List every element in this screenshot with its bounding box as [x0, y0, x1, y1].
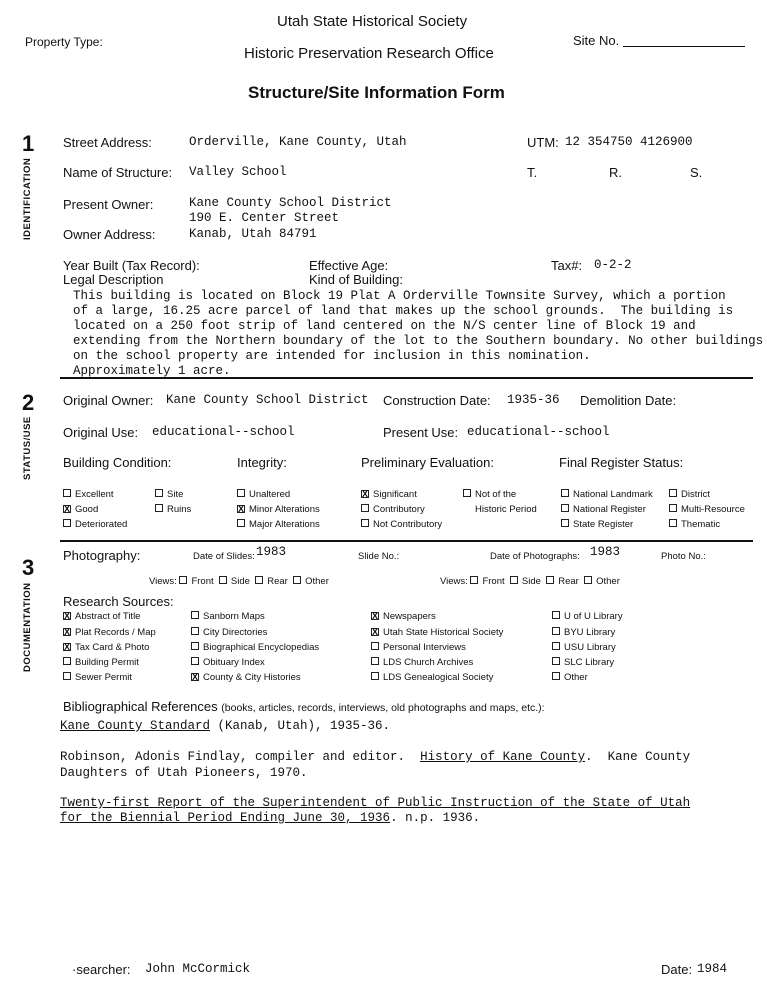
checkbox-box	[155, 489, 163, 497]
checkbox-label: Major Alterations	[249, 519, 320, 530]
checkbox-excellent[interactable]	[63, 489, 114, 500]
view-rear: Rear	[558, 576, 579, 587]
checkbox-not-contributory[interactable]	[361, 519, 442, 530]
checkbox-box	[371, 672, 379, 680]
legal-line-4: extending from the Northern boundary of the lot to the Southern boundary. No other buildings	[73, 334, 764, 348]
checkbox-label: Abstract of Title	[75, 611, 141, 622]
checkbox-box-checked: X	[64, 642, 71, 652]
present-use-label: Present Use:	[383, 425, 459, 440]
checkbox-label: Contributory	[373, 504, 425, 515]
checkbox-label: City Directories	[203, 627, 268, 638]
section-2-number: 2	[22, 390, 35, 415]
checkbox-box[interactable]	[179, 576, 187, 584]
reference-2-line-2: Daughters of Utah Pioneers, 1970.	[60, 766, 308, 780]
researcher-label: ·searcher:	[72, 962, 131, 977]
section-divider-2	[60, 540, 753, 542]
checkbox-label: National Register	[573, 504, 646, 515]
building-condition-label: Building Condition:	[63, 455, 172, 470]
preliminary-evaluation-label: Preliminary Evaluation:	[361, 455, 494, 470]
checkbox-box	[463, 489, 471, 497]
tax-label: Tax#:	[551, 258, 583, 273]
checkbox-label: Multi-Resource	[681, 504, 745, 515]
checkbox-box	[361, 504, 369, 512]
demolition-date-label: Demolition Date:	[580, 393, 677, 408]
checkbox-national-register[interactable]	[561, 504, 646, 515]
checkbox-label: Site	[167, 489, 184, 500]
owner-line-1: Kane County School District	[189, 196, 392, 210]
site-no-blank	[623, 34, 745, 47]
checkbox-box	[669, 504, 677, 512]
reference-3-title-end: for the Biennial Period Ending June 30, 1936	[60, 811, 391, 825]
photography-label: Photography:	[63, 548, 141, 563]
township-label: T.	[527, 165, 538, 180]
checkbox-label: Personal Interviews	[383, 642, 466, 653]
checkbox-box-checked: X	[372, 611, 379, 621]
checkbox-label: State Register	[573, 519, 634, 530]
checkbox-lds-genealogical[interactable]	[371, 672, 493, 683]
present-use-value: educational--school	[467, 425, 610, 439]
reference-2-author: Robinson, Adonis Findlay, compiler and editor.	[60, 750, 421, 764]
form-title: Structure/Site Information Form	[248, 83, 505, 102]
checkbox-state-register[interactable]	[561, 519, 633, 530]
checkbox-box[interactable]	[584, 576, 592, 584]
section-label: S.	[690, 165, 703, 180]
checkbox-box	[552, 627, 560, 635]
checkbox-box	[191, 642, 199, 650]
checkbox-label: Tax Card & Photo	[75, 642, 150, 653]
checkbox-uofu-library[interactable]	[552, 611, 623, 622]
final-register-status-label: Final Register Status:	[559, 455, 684, 470]
checkbox-box[interactable]	[470, 576, 478, 584]
reference-3-line-1: Twenty-first Report of the Superintendent of Public Instruction of the State of Utah	[60, 796, 691, 810]
checkbox-label: Sewer Permit	[75, 672, 133, 683]
slide-no-label: Slide No.:	[358, 551, 400, 562]
section-1-number: 1	[22, 131, 35, 156]
research-sources-label: Research Sources:	[63, 594, 174, 609]
checkbox-sewer-permit[interactable]	[63, 672, 132, 683]
checkbox-other-source[interactable]	[552, 672, 588, 683]
reference-2-publisher: . Kane County	[585, 750, 691, 764]
checkbox-box	[63, 519, 71, 527]
structure-name-label: Name of Structure:	[63, 165, 173, 180]
construction-date-value: 1935-36	[507, 393, 560, 407]
checkbox-site[interactable]	[155, 489, 183, 500]
checkbox-box	[561, 489, 569, 497]
view-front: Front	[482, 576, 505, 587]
date-of-photographs-value: 1983	[590, 545, 621, 559]
checkbox-minor-alterations[interactable]	[237, 504, 320, 515]
utm-value: 12 354750 4126900	[565, 135, 693, 149]
checkbox-ushs[interactable]	[371, 627, 503, 638]
checkbox-label: Unaltered	[249, 489, 291, 500]
checkbox-county-city-histories[interactable]	[191, 672, 301, 683]
property-type-label: Property Type:	[25, 35, 103, 49]
checkbox-box	[237, 519, 245, 527]
checkbox-lds-archives[interactable]	[371, 657, 473, 668]
reference-1-title: Kane County Standard	[60, 719, 211, 733]
checkbox-label: County & City Histories	[203, 672, 301, 683]
legal-line-1: This building is located on Block 19 Plat A Orderville Townsite Survey, which a portion	[73, 289, 726, 303]
photo-no-label: Photo No.:	[661, 551, 706, 562]
section-3-label: DOCUMENTATION	[22, 582, 33, 672]
checkbox-box[interactable]	[219, 576, 227, 584]
date-label: Date:	[661, 962, 693, 977]
checkbox-contributory[interactable]	[361, 504, 425, 515]
legal-line-3: located on a 250 foot strip of land centered on the N/S center line of Block 19 and	[73, 319, 696, 333]
org-name: Utah State Historical Society	[277, 13, 468, 30]
reference-3-rest: . n.p. 1936.	[390, 811, 481, 825]
checkbox-tax-card[interactable]	[63, 642, 149, 653]
checkbox-significant[interactable]	[361, 489, 417, 500]
checkbox-label: Excellent	[75, 489, 114, 500]
section-3-number: 3	[22, 555, 35, 580]
checkbox-box-checked: X	[372, 627, 379, 637]
reference-1-rest: (Kanab, Utah), 1935-36.	[210, 719, 391, 733]
checkbox-multi-resource[interactable]	[669, 504, 745, 515]
checkbox-building-permit[interactable]	[63, 657, 139, 668]
not-historic-period-line2: Historic Period	[475, 504, 537, 515]
checkbox-box	[63, 657, 71, 665]
range-label: R.	[609, 165, 622, 180]
checkbox-box	[669, 489, 677, 497]
year-built-label: Year Built (Tax Record):	[63, 258, 200, 273]
construction-date-label: Construction Date:	[383, 393, 491, 408]
checkbox-label: National Landmark	[573, 489, 653, 500]
view-other: Other	[596, 576, 620, 587]
owner-label: Present Owner:	[63, 197, 154, 212]
checkbox-usu-library[interactable]	[552, 642, 616, 653]
checkbox-label: Other	[564, 672, 588, 683]
legal-description-label: Legal Description	[63, 272, 164, 287]
checkbox-box	[155, 504, 163, 512]
checkbox-box	[371, 657, 379, 665]
checkbox-box-checked: X	[64, 504, 71, 514]
structure-name-value: Valley School	[189, 165, 287, 179]
date-of-photographs-label: Date of Photographs:	[490, 551, 580, 562]
checkbox-box	[552, 672, 560, 680]
bibliographical-label: Bibliographical References	[63, 699, 218, 714]
tax-value: 0-2-2	[594, 258, 632, 272]
owner-line-3: Kanab, Utah 84791	[189, 227, 317, 241]
checkbox-box	[669, 519, 677, 527]
legal-line-6: Approximately 1 acre.	[73, 364, 231, 378]
reference-3-line-2	[60, 811, 480, 825]
checkbox-unaltered[interactable]	[237, 489, 290, 500]
checkbox-label: Sanborn Maps	[203, 611, 265, 622]
checkbox-box-checked: X	[362, 489, 369, 499]
reference-1	[60, 719, 390, 733]
checkbox-label: Good	[75, 504, 99, 515]
bibliographical-hint: (books, articles, records, interviews, old photographs and maps, etc.):	[221, 702, 545, 714]
view-rear: Rear	[267, 576, 288, 587]
researcher-name: John McCormick	[145, 962, 251, 976]
checkbox-label: SLC Library	[564, 657, 615, 668]
checkbox-label: Newspapers	[383, 611, 436, 622]
checkbox-label: Significant	[373, 489, 417, 500]
checkbox-label: Biographical Encyclopedias	[203, 642, 320, 653]
legal-line-5: on the school property are intended for inclusion in this nomination.	[73, 349, 591, 363]
checkbox-label: Utah State Historical Society	[383, 627, 504, 638]
checkbox-box	[237, 489, 245, 497]
original-owner-value: Kane County School District	[166, 393, 369, 407]
site-no-field	[573, 33, 745, 48]
view-front: Front	[191, 576, 214, 587]
office-name: Historic Preservation Research Office	[244, 45, 494, 62]
reference-2	[60, 750, 690, 764]
street-address-label: Street Address:	[63, 135, 152, 150]
view-side: Side	[521, 576, 541, 587]
checkbox-label: BYU Library	[564, 627, 616, 638]
checkbox-byu-library[interactable]	[552, 627, 615, 638]
checkbox-box[interactable]	[255, 576, 263, 584]
checkbox-biographical[interactable]	[191, 642, 319, 653]
checkbox-label: LDS Genealogical Society	[383, 672, 494, 683]
checkbox-box	[191, 611, 199, 619]
section-divider-1	[60, 377, 753, 379]
checkbox-city-directories[interactable]	[191, 627, 267, 638]
date-value: 1984	[697, 962, 728, 976]
checkbox-obituary-index[interactable]	[191, 657, 265, 668]
checkbox-label: LDS Church Archives	[383, 657, 474, 668]
site-no-label: Site No.	[573, 33, 620, 48]
checkbox-newspapers[interactable]	[371, 611, 436, 622]
checkbox-label: USU Library	[564, 642, 616, 653]
view-side: Side	[230, 576, 250, 587]
checkbox-box	[371, 642, 379, 650]
photo-views	[440, 576, 620, 587]
checkbox-national-landmark[interactable]	[561, 489, 653, 500]
owner-line-2: 190 E. Center Street	[189, 211, 340, 225]
checkbox-not-historic-period[interactable]	[463, 489, 516, 500]
checkbox-plat-records[interactable]	[63, 627, 156, 638]
checkbox-box	[552, 611, 560, 619]
checkbox-label: Building Permit	[75, 657, 139, 668]
checkbox-box-checked: X	[64, 611, 71, 621]
checkbox-box[interactable]	[546, 576, 554, 584]
checkbox-label: District	[681, 489, 711, 500]
checkbox-label: Plat Records / Map	[75, 627, 156, 638]
checkbox-ruins[interactable]	[155, 504, 191, 515]
checkbox-box-checked: X	[64, 627, 71, 637]
checkbox-box	[361, 519, 369, 527]
checkbox-box	[191, 627, 199, 635]
checkbox-box	[561, 504, 569, 512]
kind-of-building-label: Kind of Building:	[309, 272, 403, 287]
checkbox-box[interactable]	[293, 576, 301, 584]
checkbox-box	[63, 489, 71, 497]
views-label: Views:	[149, 576, 177, 587]
checkbox-box-checked: X	[192, 672, 199, 682]
slides-views	[149, 576, 329, 587]
checkbox-abstract-of-title[interactable]	[63, 611, 140, 622]
checkbox-slc-library[interactable]	[552, 657, 614, 668]
checkbox-district[interactable]	[669, 489, 710, 500]
bibliographical-references	[63, 699, 545, 714]
original-owner-label: Original Owner:	[63, 393, 154, 408]
checkbox-sanborn-maps[interactable]	[191, 611, 265, 622]
checkbox-label: Not Contributory	[373, 519, 443, 530]
date-of-slides-value: 1983	[256, 545, 287, 559]
checkbox-label: Deteriorated	[75, 519, 128, 530]
checkbox-label: Thematic	[681, 519, 721, 530]
checkbox-box	[63, 672, 71, 680]
checkbox-label: Obituary Index	[203, 657, 265, 668]
legal-line-2: of a large, 16.25 acre parcel of land that makes up the school grounds. The building is	[73, 304, 734, 318]
checkbox-major-alterations[interactable]	[237, 519, 320, 530]
checkbox-deteriorated[interactable]	[63, 519, 127, 530]
reference-2-title: History of Kane County	[420, 750, 586, 764]
checkbox-box	[552, 642, 560, 650]
integrity-label: Integrity:	[237, 455, 287, 470]
views-label: Views:	[440, 576, 468, 587]
checkbox-box	[191, 657, 199, 665]
original-use-value: educational--school	[152, 425, 295, 439]
checkbox-label: Ruins	[167, 504, 192, 515]
checkbox-box-checked: X	[238, 504, 245, 514]
checkbox-box[interactable]	[510, 576, 518, 584]
checkbox-box	[561, 519, 569, 527]
utm-label: UTM:	[527, 135, 559, 150]
checkbox-label: Minor Alterations	[249, 504, 320, 515]
owner-address-label: Owner Address:	[63, 227, 156, 242]
section-1-label: IDENTIFICATION	[22, 157, 33, 240]
checkbox-personal-interviews[interactable]	[371, 642, 466, 653]
effective-age-label: Effective Age:	[309, 258, 389, 273]
original-use-label: Original Use:	[63, 425, 139, 440]
date-of-slides-label: Date of Slides:	[193, 551, 255, 562]
checkbox-box	[552, 657, 560, 665]
checkbox-thematic[interactable]	[669, 519, 720, 530]
view-other: Other	[305, 576, 329, 587]
street-address-value: Orderville, Kane County, Utah	[189, 135, 407, 149]
checkbox-good[interactable]	[63, 504, 98, 515]
checkbox-label: Not of the	[475, 489, 517, 500]
section-2-label: STATUS/USE	[22, 416, 33, 480]
checkbox-label: U of U Library	[564, 611, 623, 622]
